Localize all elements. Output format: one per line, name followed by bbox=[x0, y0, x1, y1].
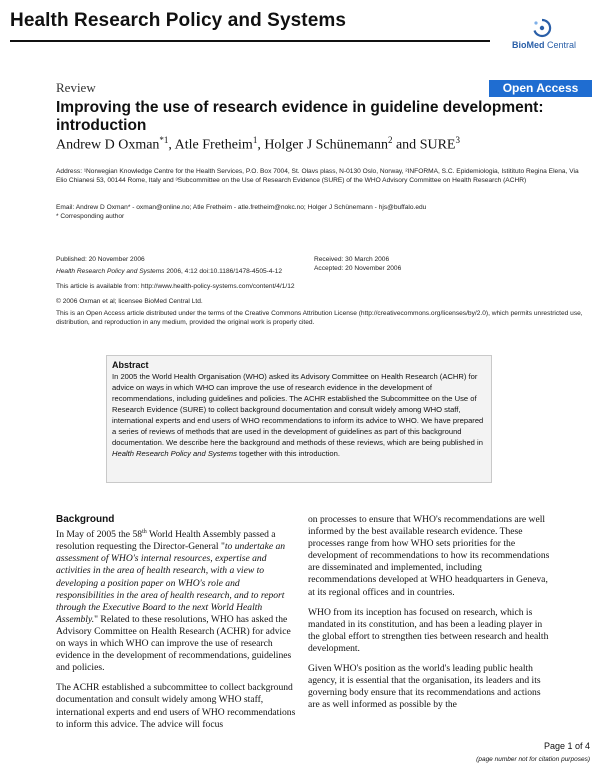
author-name: SURE bbox=[419, 137, 456, 153]
page-number-note: (page number not for citation purposes) bbox=[476, 756, 590, 763]
citation: Health Research Policy and Systems 2006, 4:12 doi:10.1186/1478-4505-4-12 bbox=[56, 268, 283, 276]
author-affiliation: 3 bbox=[455, 135, 460, 145]
body-paragraph: WHO from its inception has focused on research, which is mandated in its constitution, and has been a leading player in the global effort to strengthen ties between research and health development. bbox=[308, 606, 549, 654]
article-type: Review bbox=[56, 80, 96, 95]
publisher-name: BioMed Central bbox=[511, 40, 576, 50]
body-paragraph: In May of 2005 the 58th World Health Assembly passed a resolution requesting the Director-General "to undertake an assessment of WHO's internal resources, expertise and activities in the area of health research, with a view to developing a position paper on WHO's role and responsibilities in the area of health research, and to report through the Executive Board to the next World Health Assembly." Related to these resolutions, WHO has asked the Advisory Committee on Health Research (ACHR) for advice on ways in which WHO can improve the use of research evidence in the development of recommendations, guidelines and policies. bbox=[56, 529, 292, 674]
header-rule bbox=[10, 40, 490, 42]
page-number: Page 1 of 4 bbox=[543, 741, 590, 751]
abstract-box bbox=[106, 355, 492, 483]
journal-title: Health Research Policy and Systems bbox=[10, 10, 347, 31]
author-affiliation: 1 bbox=[252, 135, 258, 145]
body-paragraph: on processes to ensure that WHO's recommendations are well informed by the best available research evidence. These processes range from how WHO sets priorities for the development of recommendations to how its recommendations are disseminated and implemented, including recommendations developed at WHO headquarters in Geneva, at its regional offices and in countries. bbox=[308, 514, 550, 598]
author-name: Andrew D Oxman bbox=[56, 137, 160, 153]
received-date: Received: 30 March 2006 bbox=[314, 256, 390, 263]
body-paragraph: Given WHO's position as the world's leading public health agency, it is essential that the organisation, its leaders and its governing body ensure that its recommendations and actions are as well informed as possible by the bbox=[308, 663, 541, 711]
abstract-text: In 2005 the World Health Organisation (WHO) asked its Advisory Committee on Health Research (ACHR) for advice on ways in which WHO can improve the use of research evidence in the development of recommendations, including guidelines and policies. The ACHR established the Subcommittee on the Use of Research Evidence (SURE) to collect background documentation and consult widely among WHO staff, international experts and end users of WHO recommendations to inform its advice to WHO. We have prepared a series of reviews of methods that are used in the development of guidelines as part of this background documentation. We describe here the background and methods of these reviews, which are being published in Health Research Policy and Systems together with this introduction. bbox=[112, 372, 484, 458]
author-name: Holger J Schünemann bbox=[264, 137, 388, 153]
article-title: Improving the use of research evidence in guideline development: introduction bbox=[56, 99, 544, 134]
published-date: Published: 20 November 2006 bbox=[56, 256, 145, 263]
availability-link[interactable]: This article is available from: http://www.health-policy-systems.com/content/4/1/12 bbox=[56, 283, 295, 290]
license-text: This is an Open Access article distributed under the terms of the Creative Commons Attribution License (http://creativecommons.org/licenses/by/2.0), which permits unrestricted use, distribution, and reproduction in any medium, provided the original work is properly cited. bbox=[56, 310, 583, 327]
publication-info bbox=[56, 255, 296, 276]
copyright-notice: © 2006 Oxman et al; licensee BioMed Central Ltd. bbox=[56, 298, 203, 305]
body-column-right bbox=[308, 514, 552, 719]
author-name: Atle Fretheim bbox=[174, 137, 253, 153]
copyright-license bbox=[56, 297, 591, 328]
accepted-date: Accepted: 20 November 2006 bbox=[314, 265, 402, 273]
open-access-badge: Open Access bbox=[489, 80, 592, 97]
section-heading-background: Background bbox=[56, 514, 115, 525]
author-addresses: Address: ¹Norwegian Knowledge Centre for the Health Services, P.O. Box 7004, St. Olavs plass, N-0130 Oslo, Norway, ²INFORMA, S.C. Epidemiologia, Istitituto Regina Elena, Via Elio Chianesi 53, 00144 Rome, Italy and ³Subcommittee on the Use of Research Evidence (SURE) of the WHO Advisory Committee on Health Research (ACHR) bbox=[56, 168, 579, 185]
received-accepted-dates bbox=[314, 255, 554, 273]
author-affiliation: *1 bbox=[159, 135, 169, 145]
body-paragraph: The ACHR established a subcommittee to collect background documentation and consult widely among WHO staff, international experts and end users of WHO recommendations to inform this advice. The advice will focus bbox=[56, 682, 296, 730]
author-affiliation: 2 bbox=[387, 135, 393, 145]
body-column-left bbox=[56, 514, 300, 739]
abstract-heading: Abstract bbox=[112, 360, 149, 370]
corresponding-author-note: * Corresponding author bbox=[56, 213, 125, 221]
publisher-logo bbox=[496, 18, 592, 54]
author-list: Andrew D Oxman$^{*1}$, Atle Fretheim$^1$, Holger J Schünemann$^2$ and SURE$^3$ bbox=[56, 135, 460, 153]
biomed-central-logo-icon bbox=[532, 18, 552, 38]
author-emails: Email: Andrew D Oxman* - oxman@online.no; Atle Fretheim - atle.fretheim@nokc.no; Holger J Schünemann - hjs@buffalo.edu * Corresponding author bbox=[56, 203, 591, 221]
